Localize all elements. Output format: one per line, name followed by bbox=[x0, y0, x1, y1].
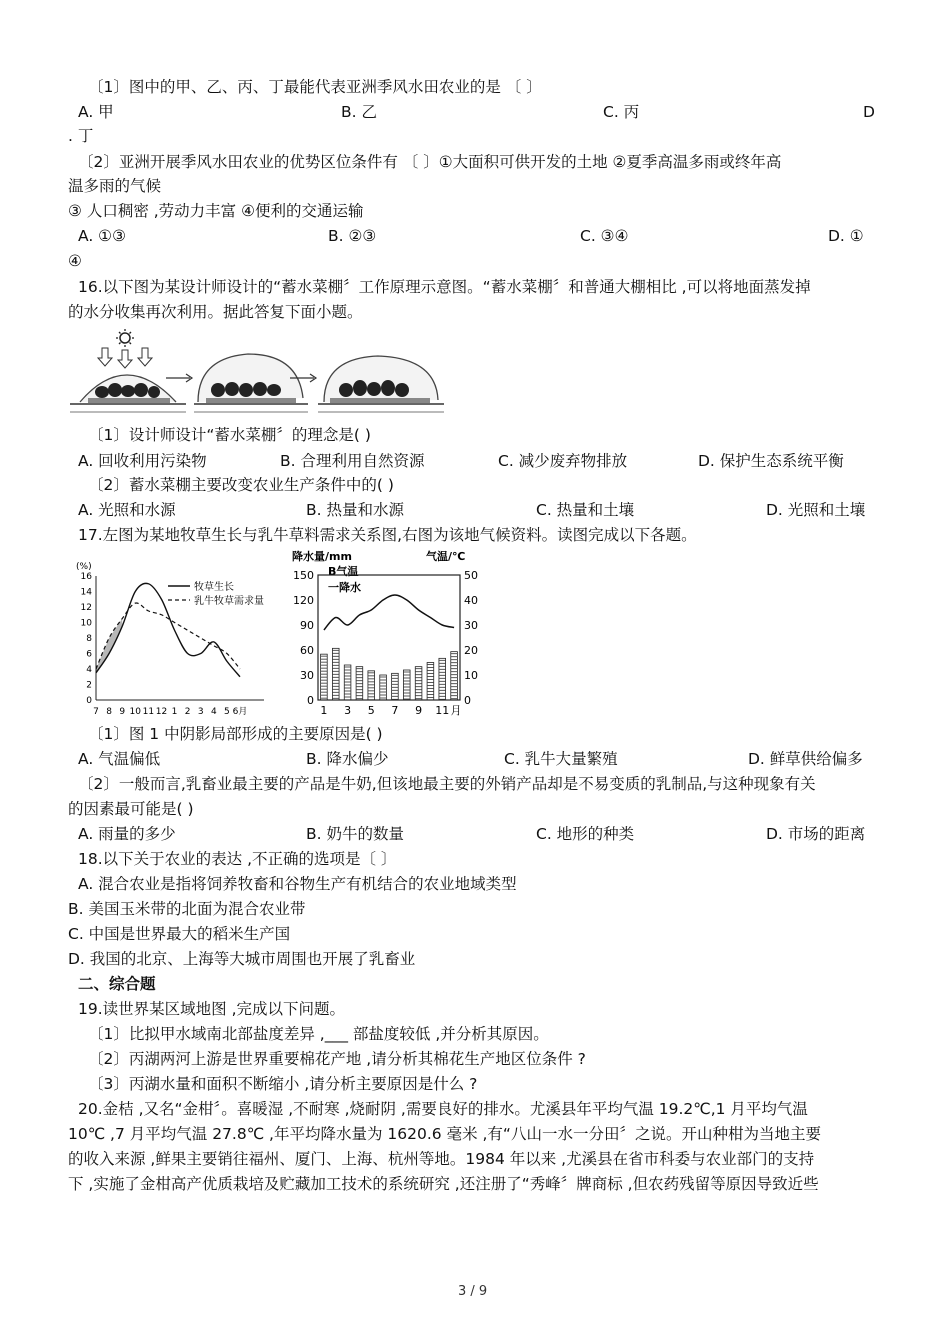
y-tick-label: 12 bbox=[80, 603, 92, 613]
precipitation-bar bbox=[380, 675, 387, 700]
x-tick-label: 1 bbox=[171, 707, 178, 717]
q17-sub2-option-b: B. 奶牛的数量 bbox=[306, 825, 404, 843]
q15-sub1-option-a: A. 甲 bbox=[78, 103, 114, 121]
q18-option-b: B. 美国玉米带的北面为混合农业带 bbox=[68, 900, 306, 918]
q15-sub2-option-d-wrap: ④ bbox=[68, 252, 82, 270]
q16-sub1-option-d: D. 保护生态系统平衡 bbox=[698, 452, 844, 470]
y-tick-label: 6 bbox=[86, 649, 92, 660]
x-tick-label: 1 bbox=[320, 704, 328, 717]
left-axis-tick-label: 90 bbox=[300, 619, 314, 632]
precipitation-bar bbox=[344, 665, 351, 700]
q15-sub2-line2: 温多雨的气候 bbox=[68, 177, 162, 195]
q18-option-a: A. 混合农业是指将饲养牧畜和谷物生产有机结合的农业地域类型 bbox=[78, 875, 517, 893]
q19-sub3: 〔3〕丙湖水量和面积不断缩小 ,请分析主要原因是什么 ? bbox=[88, 1075, 478, 1093]
q15-sub2-option-c: C. ③④ bbox=[580, 227, 629, 245]
x-tick-label: 12 bbox=[155, 707, 168, 717]
right-axis-tick-label: 20 bbox=[464, 644, 478, 657]
q20-line1: 20.金桔 ,又名“金柑〞。喜暖湿 ,不耐寒 ,烧耐阴 ,需要良好的排水。尤溪县年平均气温 19.2℃,1 月平均气温 bbox=[78, 1100, 808, 1118]
q17-sub2-line1: 〔2〕一般而言,乳畜业最主要的产品是牛奶,但该地最主要的外销产品却是不易变质的乳制品,与这种现象有关 bbox=[78, 775, 816, 793]
q17-sub2-option-d: D. 市场的距离 bbox=[766, 825, 866, 843]
q17-sub2-option-c: C. 地形的种类 bbox=[536, 825, 635, 843]
x-tick-label: 5 bbox=[367, 704, 375, 717]
y-tick-label: 0 bbox=[86, 696, 92, 706]
q15-sub2-line1: 〔2〕亚洲开展季风水田农业的优势区位条件有 〔 〕①大面积可供开发的土地 ②夏季高温多雨或终年高 bbox=[78, 153, 782, 171]
right-axis-tick-label: 50 bbox=[464, 569, 478, 582]
right-axis-tick-label: 40 bbox=[464, 594, 478, 607]
legend-pasture-growth: 牧草生长 bbox=[194, 582, 234, 593]
section-heading: 二、综合题 bbox=[78, 975, 156, 993]
right-axis-tick-label: 10 bbox=[464, 669, 478, 682]
q17-sub1-option-b: B. 降水偏少 bbox=[306, 750, 389, 768]
x-tick-label: 4 bbox=[210, 707, 217, 717]
q16-sub2-option-d: D. 光照和土壤 bbox=[766, 501, 866, 519]
x-tick-label: 月 bbox=[450, 704, 462, 717]
greenhouse-stage-2 bbox=[194, 354, 308, 412]
q15-sub1: 〔1〕图中的甲、乙、丙、丁最能代表亚洲季风水田农业的是 〔 〕 bbox=[88, 78, 542, 96]
q17-stem: 17.左图为某地牧草生长与乳牛草料需求关系图,右图为该地气候资料。读图完成以下各题。 bbox=[78, 526, 697, 544]
legend-temperature: B气温 bbox=[328, 565, 359, 578]
q15-sub1-option-d-wrap: . 丁 bbox=[68, 127, 94, 145]
q16-sub2-option-c: C. 热量和土壤 bbox=[536, 501, 635, 519]
precipitation-bar bbox=[356, 667, 363, 700]
q19-stem: 19.读世界某区域地图 ,完成以下问题。 bbox=[78, 1000, 346, 1018]
left-axis-tick-label: 0 bbox=[307, 694, 314, 707]
x-tick-label: 3 bbox=[344, 704, 352, 717]
q15-sub1-option-c: C. 丙 bbox=[603, 103, 640, 121]
left-axis-tick-label: 120 bbox=[293, 594, 314, 607]
q17-sub1: 〔1〕图 1 中阴影局部形成的主要原因是( ) bbox=[88, 725, 383, 743]
q15-sub1-option-b: B. 乙 bbox=[341, 103, 377, 121]
q17-sub1-option-a: A. 气温偏低 bbox=[78, 750, 161, 768]
x-tick-label: 11 bbox=[435, 704, 450, 717]
q16-stem-line1: 16.以下图为某设计师设计的“蓄水菜棚〞工作原理示意图。“蓄水菜棚〞和普通大棚相比 ,可以将地面蒸发掉 bbox=[78, 278, 811, 296]
q15-sub2-option-a: A. ①③ bbox=[78, 227, 126, 245]
q15-sub2-line3: ③ 人口稠密 ,劳动力丰富 ④便利的交通运输 bbox=[68, 202, 364, 220]
precipitation-bar bbox=[321, 654, 328, 700]
q16-sub1-option-b: B. 合理利用自然资源 bbox=[280, 452, 425, 470]
greenhouse-stage-1 bbox=[70, 375, 186, 412]
y-tick-label: 4 bbox=[86, 665, 92, 675]
process-arrow-1 bbox=[166, 374, 192, 382]
deficit-shaded-area bbox=[96, 619, 122, 673]
x-tick-label: 3 bbox=[197, 707, 204, 717]
sunlight-arrows bbox=[98, 348, 152, 368]
q20-line2: 10℃ ,7 月平均气温 27.8℃ ,年平均降水量为 1620.6 毫米 ,有“八山一水一分田〞之说。开山种柑为当地主要 bbox=[68, 1125, 821, 1143]
x-tick-label: 7 bbox=[391, 704, 399, 717]
q16-sub1-option-c: C. 减少废弃物排放 bbox=[498, 452, 628, 470]
precipitation-bar bbox=[451, 652, 458, 700]
q16-sub2-option-a: A. 光照和水源 bbox=[78, 501, 176, 519]
precipitation-bar bbox=[368, 671, 375, 700]
y-tick-label: 8 bbox=[86, 634, 92, 644]
q16-sub2: 〔2〕蓄水菜棚主要改变农业生产条件中的( ) bbox=[88, 476, 394, 494]
legend-precipitation: 一降水 bbox=[328, 581, 361, 594]
greenhouse-stage-3 bbox=[318, 356, 444, 412]
y-tick-label: 10 bbox=[80, 618, 92, 629]
sun-icon bbox=[116, 329, 134, 347]
x-tick-label: 11 bbox=[142, 707, 155, 717]
x-tick-label: 9 bbox=[119, 707, 126, 717]
greenhouse-diagram bbox=[68, 328, 458, 418]
q19-sub1: 〔1〕比拟甲水域南北部盐度差异 ,___ 部盐度较低 ,并分析其原因。 bbox=[88, 1025, 549, 1043]
q18-stem: 18.以下关于农业的表达 ,不正确的选项是〔 〕 bbox=[78, 850, 397, 868]
precipitation-bar bbox=[415, 667, 422, 700]
left-axis-tick-label: 150 bbox=[293, 569, 314, 582]
q18-option-c: C. 中国是世界最大的稻米生产国 bbox=[68, 925, 291, 943]
x-tick-label: 5 bbox=[224, 707, 230, 717]
page-number: 3 / 9 bbox=[458, 1284, 488, 1299]
left-axis-tick-label: 60 bbox=[300, 644, 314, 657]
q17-sub1-option-d: D. 鲜草供给偏多 bbox=[748, 750, 863, 768]
right-chart-left-axis-title: 降水量/mm bbox=[292, 550, 352, 563]
series-line-temperature bbox=[324, 595, 454, 630]
x-tick-label: 6月 bbox=[232, 707, 248, 717]
pasture-demand-chart bbox=[68, 552, 278, 720]
q17-sub2-line2: 的因素最可能是( ) bbox=[68, 800, 194, 818]
x-tick-label: 7 bbox=[93, 707, 99, 717]
x-tick-label: 8 bbox=[106, 707, 112, 717]
x-tick-label: 2 bbox=[184, 707, 191, 717]
q19-sub2: 〔2〕丙湖两河上游是世界重要棉花产地 ,请分析其棉花生产地区位条件 ? bbox=[88, 1050, 586, 1068]
q16-sub1: 〔1〕设计师设计“蓄水菜棚〞的理念是( ) bbox=[88, 426, 371, 444]
left-chart-legend bbox=[168, 580, 264, 607]
q17-sub2-option-a: A. 雨量的多少 bbox=[78, 825, 176, 843]
left-chart-unit: (%) bbox=[76, 562, 92, 572]
precipitation-bar bbox=[439, 658, 446, 700]
q15-sub2-option-b: B. ②③ bbox=[328, 227, 377, 245]
y-tick-label: 2 bbox=[86, 680, 92, 691]
q16-sub1-option-a: A. 回收利用污染物 bbox=[78, 452, 207, 470]
x-tick-label: 10 bbox=[129, 707, 141, 717]
q20-line4: 下 ,实施了金柑高产优质栽培及贮藏加工技术的系统研究 ,还注册了“秀峰〞牌商标 ,但农药残留等原因导致近些 bbox=[68, 1175, 819, 1193]
legend-cattle-demand: 乳牛牧草需求量 bbox=[194, 596, 264, 607]
q18-option-d: D. 我国的北京、上海等大城市周围也开展了乳畜业 bbox=[68, 950, 416, 968]
y-tick-label: 16 bbox=[80, 572, 92, 582]
q16-stem-line2: 的水分收集再次利用。据此答复下面小题。 bbox=[68, 303, 363, 321]
y-tick-label: 14 bbox=[80, 587, 92, 598]
x-tick-label: 9 bbox=[415, 704, 423, 717]
q20-line3: 的收入来源 ,鲜果主要销往福州、厦门、上海、杭州等地。1984 年以来 ,尤溪县在省市科委与农业部门的支持 bbox=[68, 1150, 815, 1168]
climate-chart bbox=[290, 548, 490, 720]
q15-sub1-option-d: D bbox=[863, 103, 875, 121]
precipitation-bar bbox=[392, 673, 399, 700]
precipitation-bar bbox=[332, 648, 339, 700]
precipitation-bar bbox=[427, 663, 434, 701]
q15-sub2-option-d: D. ① bbox=[828, 227, 864, 245]
right-axis-tick-label: 30 bbox=[464, 619, 478, 632]
q17-sub1-option-c: C. 乳牛大量繁殖 bbox=[504, 750, 618, 768]
right-axis-tick-label: 0 bbox=[464, 694, 471, 707]
left-axis-tick-label: 30 bbox=[300, 669, 314, 682]
right-chart-right-axis-title: 气温/℃ bbox=[426, 550, 466, 563]
q16-sub2-option-b: B. 热量和水源 bbox=[306, 501, 404, 519]
precipitation-bar bbox=[403, 670, 410, 700]
